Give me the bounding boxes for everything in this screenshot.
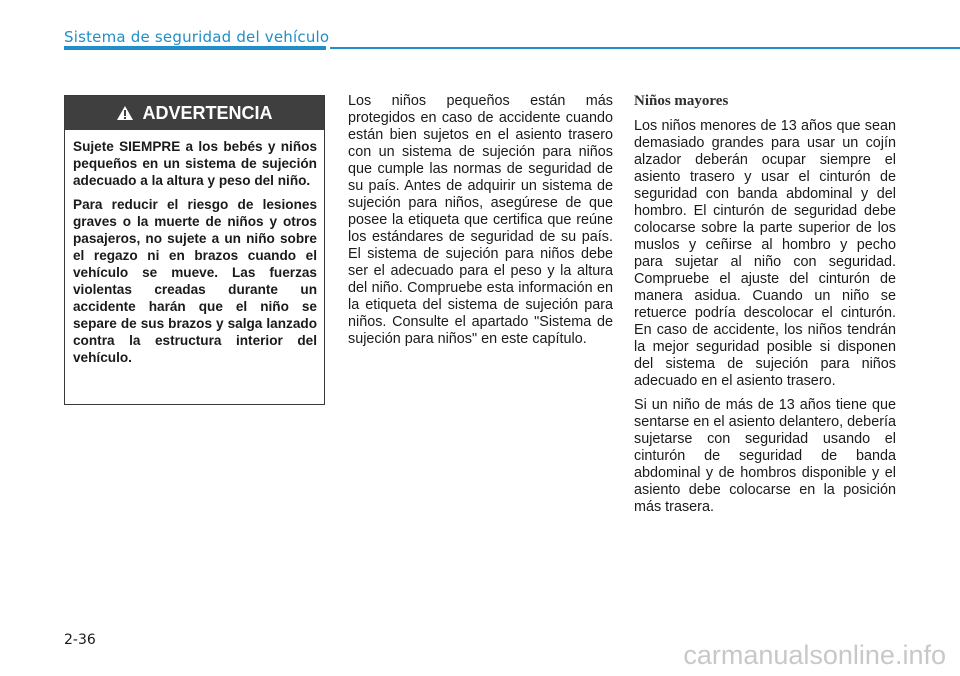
warning-paragraph: Sujete SIEMPRE a los bebés y niños pequeños en un sistema de sujeción adecuado a la altura y peso del niño. [73, 139, 317, 188]
header-rule-thick [64, 46, 326, 50]
middle-column [348, 93, 613, 355]
section-title: Sistema de seguridad del vehículo [64, 28, 330, 46]
warning-triangle-icon [116, 105, 134, 121]
page-number: 2-36 [64, 632, 96, 648]
subheading-older-children: Niños mayores [634, 93, 729, 109]
warning-body [65, 130, 324, 366]
warning-title: ADVERTENCIA [142, 102, 273, 123]
warning-box [64, 95, 325, 405]
body-paragraph: Los niños menores de 13 años que sean demasiado grandes para usar un cojín alzador deberán ocupar siempre el asiento trasero y usar el cinturón de seguridad con banda abdominal y del hombro. El cinturón de seguridad debe colocarse sobre la parte superior de los muslos y ceñirse al hombro y pecho para sujetar al niño con seguridad. Compruebe el ajuste del cinturón de manera asidua. Cuando un niño se retuerce podría descolocar el cinturón. En caso de accidente, los niños tendrán la mejor seguridad posible si disponen del sistema de sujeción para niños adecuado en el asiento trasero. [634, 118, 896, 389]
warning-header [65, 96, 324, 130]
header-rule-thin [330, 47, 960, 49]
right-column [634, 93, 896, 523]
body-paragraph: Los niños pequeños están más protegidos en caso de accidente cuando están bien sujetos en el asiento trasero con un sistema de sujeción para niños que cumple las normas de seguridad de su país. Antes de adquirir un sistema de sujeción para niños, asegúrese de que posee la etiqueta que certifica que reúne los estándares de seguridad de su país. El sistema de sujeción para niños debe ser el adecuado para el peso y la altura del niño. Compruebe esta información en la etiqueta del sistema de sujeción para niños. Consulte el apartado "Sistema de sujeción para niños" en este capítulo. [348, 93, 613, 347]
warning-paragraph: Para reducir el riesgo de lesiones graves o la muerte de niños y otros pasajeros, no sujete a un niño sobre el regazo ni en brazos cuando el vehículo se mueve. Las fuerzas violentas creadas durante un accidente harán que el niño se separe de sus brazos y salga lanzado contra la estructura interior del vehículo. [73, 197, 317, 365]
body-paragraph: Si un niño de más de 13 años tiene que sentarse en el asiento delantero, debería sujetarse con seguridad usando el cinturón de seguridad de banda abdominal y de hombros disponible y el asiento debe colocarse en la posición más trasera. [634, 397, 896, 515]
watermark: carmanualsonline.info [683, 640, 946, 670]
